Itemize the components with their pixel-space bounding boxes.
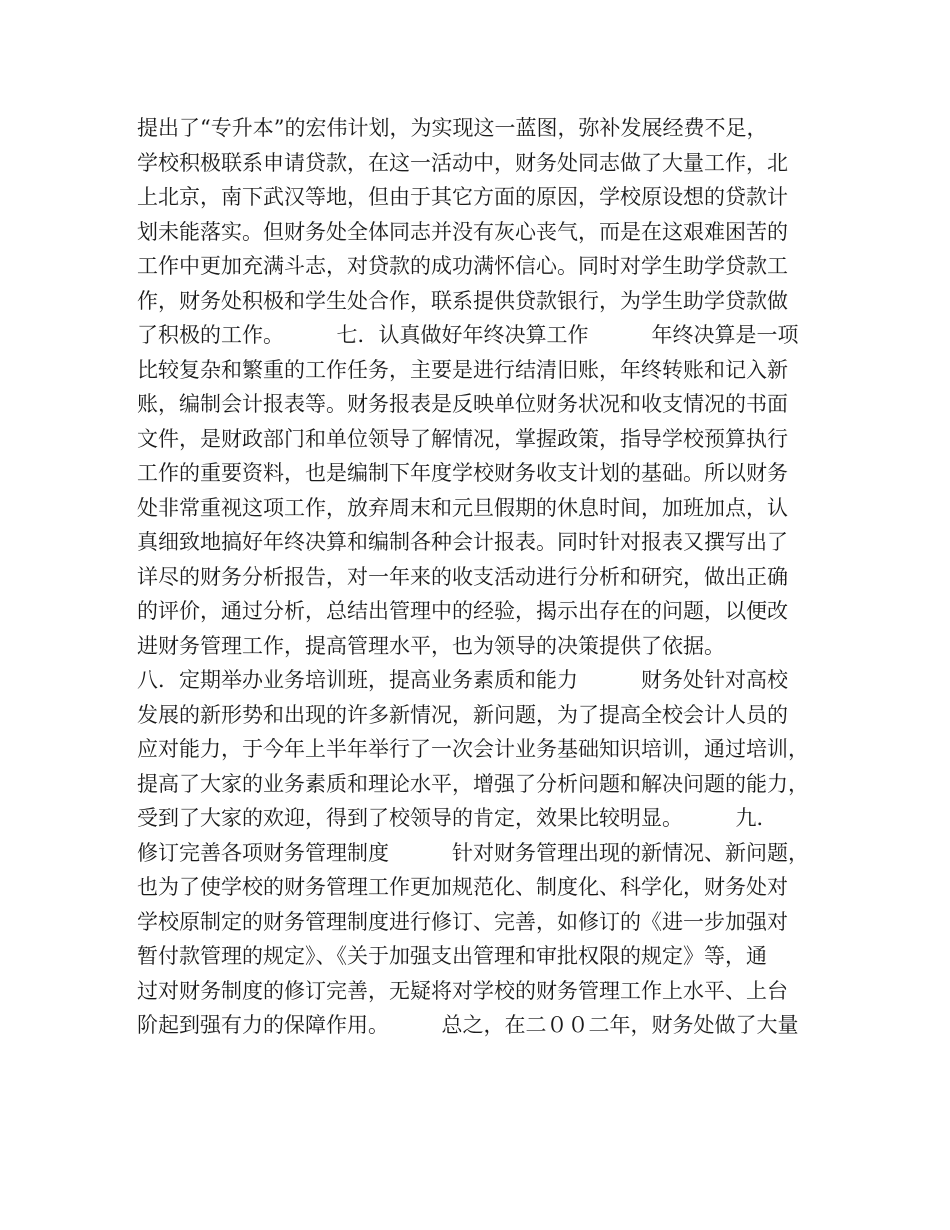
text-line: 工作中更加充满斗志，对贷款的成功满怀信心。同时对学生助学贷款工 [137, 254, 788, 278]
text-line: 提出了“专升本”的宏伟计划，为实现这一蓝图，弥补发展经费不足， [137, 116, 768, 140]
text-line: 上北京，南下武汉等地，但由于其它方面的原因，学校原设想的贷款计 [137, 185, 788, 209]
text-line: 比较复杂和繁重的工作任务，主要是进行结清旧账，年终转账和记入新 [137, 357, 788, 382]
text-line: 提高了大家的业务素质和理论水平，增强了分析问题和解决问题的能力， [137, 771, 809, 796]
text-line: 也为了使学校的财务管理工作更加规范化、制度化、科学化，财务处对 [137, 875, 788, 899]
text-line: 八．定期举办业务培训班，提高业务素质和能力 财务处针对高校 [137, 668, 788, 692]
text-line: 受到了大家的欢迎，得到了校领导的肯定，效果比较明显。 九． [137, 806, 778, 830]
text-line: 修订完善各项财务管理制度 针对财务管理出现的新情况、新问题， [137, 840, 809, 865]
text-line: 详尽的财务分析报告，对一年来的收支活动进行分析和研究，做出正确 [137, 564, 788, 589]
text-line: 了积极的工作。 七．认真做好年终决算工作 年终决算是一项 [137, 323, 799, 347]
text-line: 发展的新形势和出现的许多新情况，新问题，为了提高全校会计人员的 [137, 702, 788, 727]
text-line: 学校原制定的财务管理制度进行修订、完善，如修订的《进一步加强对 [137, 909, 788, 934]
text-line: 进财务管理工作，提高管理水平，也为领导的决策提供了依据。 [137, 633, 725, 658]
text-line: 处非常重视这项工作，放弃周末和元旦假期的休息时间，加班加点，认 [137, 495, 788, 520]
text-line: 文件，是财政部门和单位领导了解情况，掌握政策，指导学校预算执行 [137, 426, 788, 451]
text-line: 过对财务制度的修订完善，无疑将对学校的财务管理工作上水平、上台 [137, 978, 788, 1003]
text-line: 的评价，通过分析，总结出管理中的经验，揭示出存在的问题，以便改 [137, 599, 788, 623]
text-line: 账，编制会计报表等。财务报表是反映单位财务状况和收支情况的书面 [137, 392, 788, 416]
text-line: 作，财务处积极和学生处合作，联系提供贷款银行，为学生助学贷款做 [137, 288, 788, 313]
text-line: 划未能落实。但财务处全体同志并没有灰心丧气，而是在这艰难困苦的 [137, 219, 788, 244]
text-line: 应对能力，于今年上半年举行了一次会计业务基础知识培训，通过培训， [137, 737, 809, 761]
text-line: 暂付款管理的规定》、《关于加强支出管理和审批权限的规定》等，通 [137, 944, 767, 968]
text-line: 工作的重要资料，也是编制下年度学校财务收支计划的基础。所以财务 [137, 461, 788, 485]
text-line: 真细致地搞好年终决算和编制各种会计报表。同时针对报表又撰写出了 [137, 530, 788, 554]
document-body [137, 111, 827, 1043]
text-line: 学校积极联系申请贷款，在这一活动中，财务处同志做了大量工作，北 [137, 150, 788, 175]
text-line: 阶起到强有力的保障作用。 总之，在二００二年，财务处做了大量 [137, 1013, 799, 1037]
